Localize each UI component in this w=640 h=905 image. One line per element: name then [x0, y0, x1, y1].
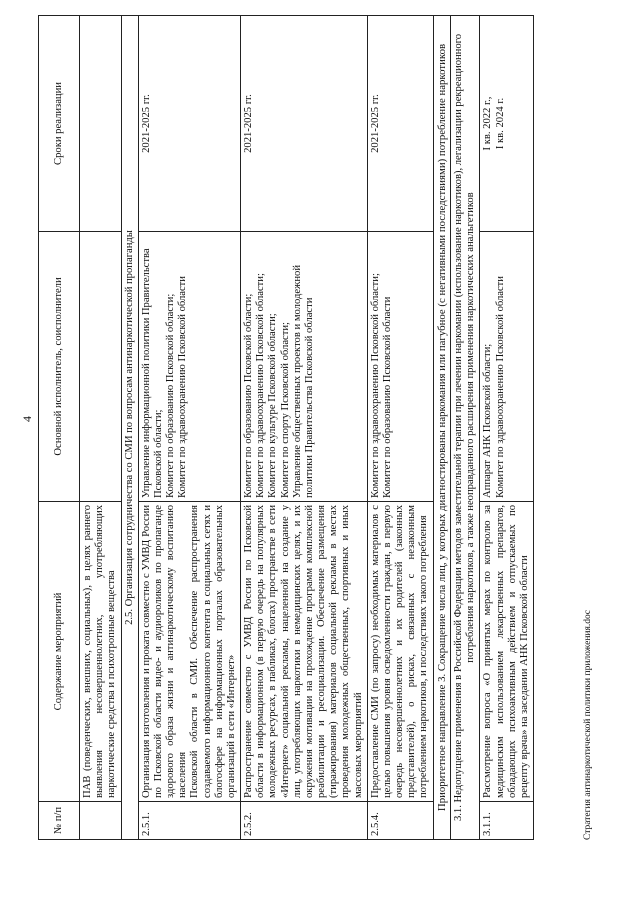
- section-31-title: 3.1. Недопущение применения в Российской Федерации методов заместительной терапии при лечении наркомании (использование наркотиков), легализации рекреационного потребления наркотиков, а также неоправданного расширения применения наркотических анальгетиков: [451, 16, 480, 840]
- deadline-line: I кв. 2022 г.,: [482, 96, 494, 151]
- row-deadline: 2021-2025 гг.: [138, 16, 240, 232]
- executor-line: Комитет по образованию Псковской области;: [243, 293, 255, 498]
- row-deadline: 2021-2025 гг.: [241, 16, 368, 232]
- row-content-part: Организация изготовления и проката совместно с УМВД России по Псковской области видео- и аудиороликов по пропаганде здорового образа жизни и антинаркотическому воспитанию населения: [140, 505, 189, 798]
- executor-line: Комитет по образованию Псковской области;: [165, 293, 177, 498]
- executor-line: Аппарат АНК Псковской области;: [482, 343, 494, 498]
- section-row: [433, 16, 450, 840]
- table-row: [241, 16, 368, 840]
- page-number: 4: [20, 416, 34, 422]
- executor-line: Комитет по здравоохранению Псковской области: [177, 276, 189, 498]
- section-row: [121, 16, 138, 840]
- section-row: [451, 16, 480, 840]
- deadline-line: I кв. 2024 г.: [494, 97, 506, 150]
- priority-3-title: Приоритетное направление 3. Сокращение числа лиц, у которых диагностированы наркомания или пагубное (с негативными последствиями) потребление наркотиков: [433, 16, 450, 840]
- table-row: [480, 16, 534, 840]
- row-executors: [138, 232, 240, 502]
- executor-line: Управление общественных проектов и молодежной политики Правительства Псковской области: [291, 264, 315, 498]
- table-row: [138, 16, 240, 840]
- row-content: Предоставление СМИ (по запросу) необходимых материалов с целью повышения уровня осведомленности граждан, в первую очередь несовершеннолетних и их родителей (законных представителей), о рисках, связанных с незаконным потреблением наркотиков, и последствиях такого потребления: [367, 502, 433, 802]
- executor-line: Комитет по здравоохранению Псковской области;: [369, 273, 381, 498]
- header-deadline: Сроки реализации: [39, 16, 80, 232]
- executor-line: Комитет по здравоохранению Псковской области: [494, 276, 506, 498]
- header-executor: Основной исполнитель, соисполнители: [39, 232, 80, 502]
- row-num: 3.1.1.: [480, 802, 534, 840]
- row-deadline: 2021-2025 гг.: [367, 16, 433, 232]
- cont-row-content: ПАВ (поведенческих, внешних, социальных), в целях раннего выявления несовершеннолетних, употребляющих наркотические средства и психотропные вещества: [80, 502, 122, 802]
- executor-line: Комитет по спорту Псковской области;: [279, 322, 291, 498]
- row-executors: [480, 232, 534, 502]
- row-content-part: Псковской области в СМИ. Обеспечение распространения создаваемого информационного контента в социальных сетях и блогосфере на информационных порталах образовательных организаций в сети «Интернет»: [189, 505, 237, 798]
- executor-line: Комитет по образованию Псковской области: [381, 296, 393, 498]
- table-header-row: [39, 16, 80, 840]
- executor-line: Управление информационной политики Правительства Псковской области;: [140, 248, 164, 498]
- header-num: № п/п: [39, 802, 80, 840]
- row-num: 2.5.4.: [367, 802, 433, 840]
- row-deadline: [480, 16, 534, 232]
- rotated-document: [18, 15, 593, 840]
- row-num: 2.5.2.: [241, 802, 368, 840]
- header-content: Содержание мероприятий: [39, 502, 80, 802]
- table-row: [80, 16, 122, 840]
- row-executors: [241, 232, 368, 502]
- row-content: [138, 502, 240, 802]
- executor-line: Комитет по здравоохранению Псковской области;: [255, 273, 267, 498]
- row-executors: [367, 232, 433, 502]
- measures-table: [38, 15, 534, 840]
- row-num: 2.5.1.: [138, 802, 240, 840]
- row-content: Распространение совместно с УМВД России по Псковской области в информационном (в первую очередь на популярных молодежных ресурсах, в пабликах, блогах) пространстве в сети «Интернет» социальной рекламы, нацеленной на создание у лиц, употребляющих наркотики в немедицинских целях, и их окружения мотивации на прохождение программ комплексной реабилитации и ресоциализации. Обеспечение размещения (тиражирования) материалов социальной рекламы в местах проведения молодежных общественных, спортивных и иных массовых мероприятий: [241, 502, 368, 802]
- executor-line: Комитет по культуре Псковской области;: [267, 313, 279, 498]
- section-25-title: 2.5. Организация сотрудничества со СМИ по вопросам антинаркотической пропаганды: [121, 16, 138, 840]
- table-row: [367, 16, 433, 840]
- row-content: Рассмотрение вопроса «О принятых мерах по контролю за медицинским использованием лекарственных препаратов, обладающих психоактивным действием и отпускаемых по рецепту врача» на заседании АНК Псковской области: [480, 502, 534, 802]
- footer-filename: Стратегия антинаркотической политики приложения.doc: [583, 610, 593, 840]
